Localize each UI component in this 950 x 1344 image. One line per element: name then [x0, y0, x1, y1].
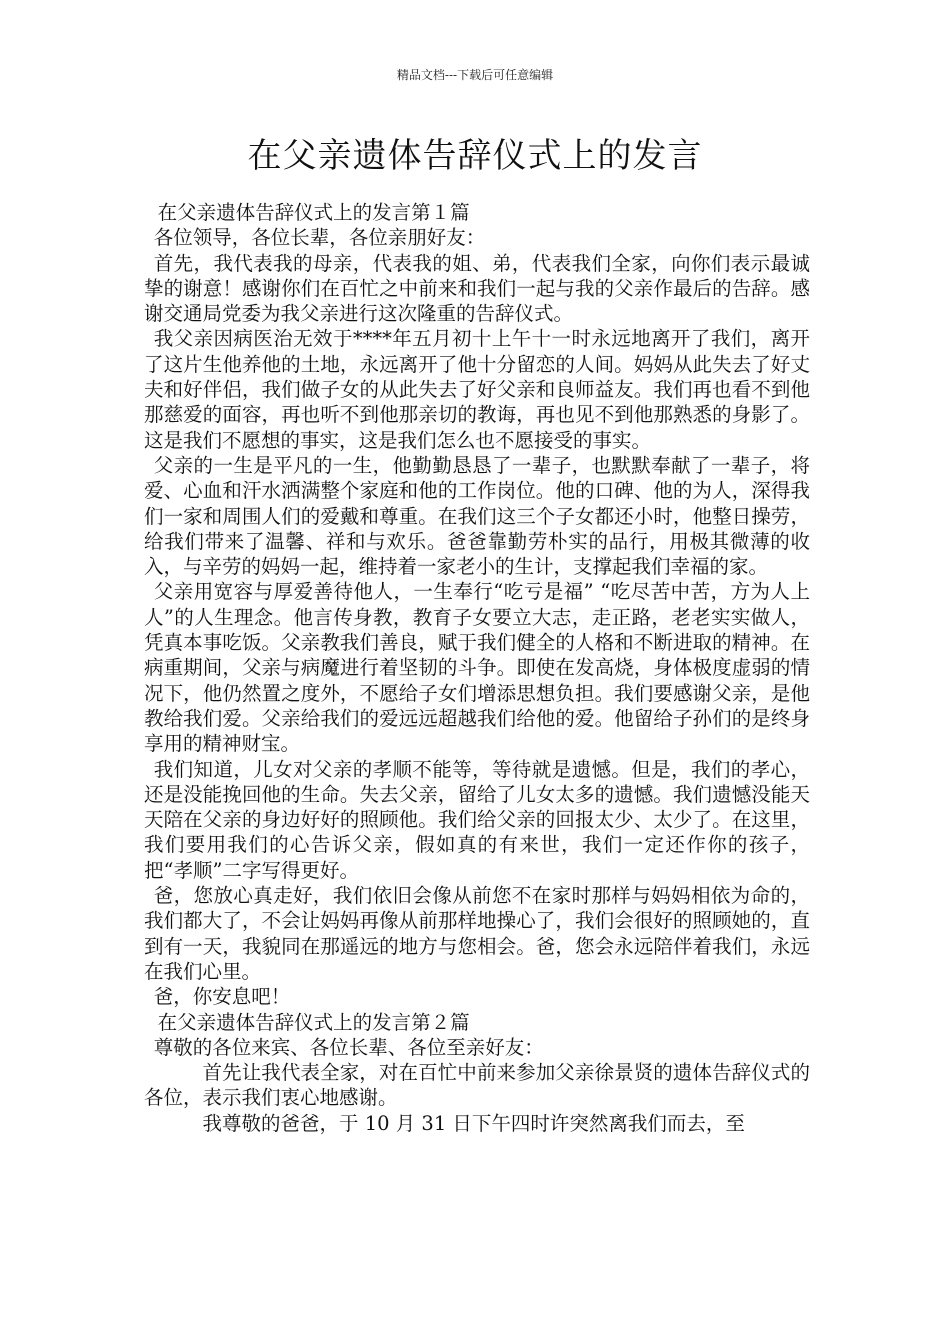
paragraph: 我尊敬的爸爸，于 10 月 31 日下午四时许突然离我们而去，至 [202, 1111, 745, 1135]
paragraph: 父亲用宽容与厚爱善待他人，一生奉行“吃亏是福” “吃尽苦中苦，方为人上人”的人生理念。他言传身教，教育子女要立大志，走正路，老老实实做人，凭真本事吃饭。父亲教我们善良，赋于我们健全的人格和不断进取的精神。在病重期间，父亲与病魔进行着坚韧的斗争。即使在发高烧，身体极度虚弱的情况下，他仍然置之度外，不愿给子女们增添思想负担。我们要感谢父亲，是他教给我们爱。父亲给我们的爱远远超越我们给他的爱。他留给子孙们的是终身享用的精神财宝。 [144, 580, 810, 756]
paragraph: 我父亲因病医治无效于****年五月初十上午十一时永远地离开了我们，离开了这片生他养他的土地，永远离开了他十分留恋的人间。妈妈从此失去了好丈夫和好伴侣，我们做子女的从此失去了好父亲和良师益友。我们再也看不到他那慈爱的面容，再也听不到他那亲切的教诲，再也见不到他那熟悉的身影了。这是我们不愿想的事实，这是我们怎么也不愿接受的事实。 [144, 327, 810, 452]
document-title: 在父亲遗体告辞仪式上的发言 [247, 136, 703, 176]
paragraph: 我们知道，儿女对父亲的孝顺不能等，等待就是遗憾。但是，我们的孝心，还是没能挽回他的生命。失去父亲，留给了儿女太多的遗憾。我们遗憾没能天天陪在父亲的身边好好的照顾他。我们给父亲的回报太少、太少了。在这里，我们要用我们的心告诉父亲，假如真的有来世，我们一定还作你的孩子，把“孝顺”二字写得更好。 [144, 757, 810, 882]
paragraph: 父亲的一生是平凡的一生，他勤勤恳恳了一辈子，也默默奉献了一辈子，将爱、心血和汗水洒满整个家庭和他的工作岗位。他的口碑、他的为人，深得我们一家和周围人们的爱戴和尊重。在我们这三个子女都还小时，他整日操劳，给我们带来了温馨、祥和与欢乐。爸爸靠勤劳朴实的品行，用极其微薄的收入，与辛劳的妈妈一起，维持着一家老小的生计，支撑起我们幸福的家。 [144, 453, 810, 579]
paragraph: 首先，我代表我的母亲，代表我的姐、弟，代表我们全家，向你们表示最诚挚的谢意！感谢你们在百忙之中前来和我们一起与我的父亲作最后的告辞。感谢交通局党委为我父亲进行这次隆重的告辞仪式。 [144, 251, 810, 326]
paragraph: 爸，您放心真走好，我们依旧会像从前您不在家时那样与妈妈相依为命的，我们都大了，不会让妈妈再像从前那样地操心了，我们会很好的照顾她的，直到有一天，我貌同在那遥远的地方与您相会。爸，您会永远陪伴着我们，永远在我们心里。 [144, 884, 810, 983]
document-body [144, 200, 810, 1136]
salutation: 各位领导，各位长辈，各位亲朋好友： [153, 226, 486, 250]
paragraph: 首先让我代表全家，对在百忙中前来参加父亲徐景贤的遗体告辞仪式的各位，表示我们衷心地感谢。 [144, 1061, 810, 1110]
section-heading: 在父亲遗体告辞仪式上的发言第１篇 [157, 201, 470, 224]
section-heading: 在父亲遗体告辞仪式上的发言第２篇 [157, 1010, 470, 1034]
paragraph: 爸，你安息吧！ [153, 985, 291, 1009]
salutation: 尊敬的各位来宾、各位长辈、各位至亲好友： [153, 1035, 544, 1059]
page-header: 精品文档---下载后可任意编辑 [396, 68, 554, 82]
